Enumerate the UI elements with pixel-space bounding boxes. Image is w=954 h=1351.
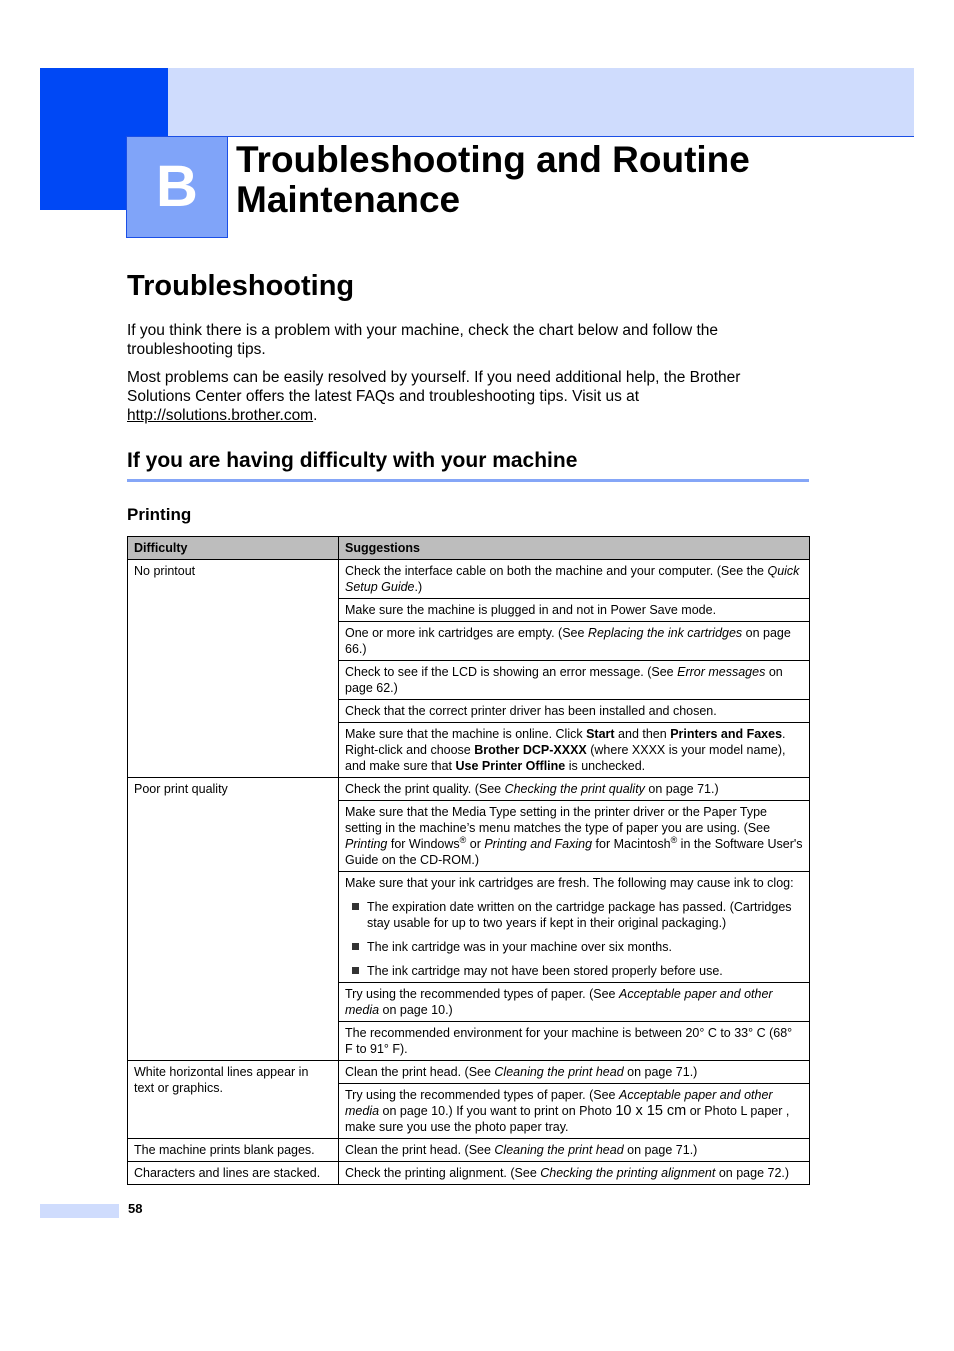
suggestion-text-run: Make sure the machine is plugged in and not in Power Save mode.: [345, 603, 717, 617]
suggestion-text: [345, 625, 803, 657]
suggestion-text-run: Brother DCP-XXXX: [474, 743, 587, 757]
suggestion-text: [345, 726, 803, 774]
suggestion-text-run: 10 x 15 cm: [615, 1103, 687, 1119]
suggestion-text-run: on page 10.) If you want to print on Photo: [379, 1104, 616, 1118]
intro-paragraph: If you think there is a problem with your machine, check the chart below and follow the troubleshooting tips.: [127, 322, 719, 358]
suggestion-text-run: in the Software User's Guide on the CD-ROM.): [345, 837, 803, 867]
list-item: [345, 963, 803, 979]
suggestion-text-run: on page 10.): [379, 1003, 453, 1017]
suggestion-text-run: (where XXXX is your model name), and make sure that: [345, 743, 786, 773]
square-bullet-icon: [352, 903, 359, 910]
suggestion-text-run: Replacing the ink cartridges: [587, 626, 743, 640]
suggestion-text: [345, 563, 803, 595]
difficulty-cell: Poor print quality: [128, 778, 339, 1061]
table-row: [128, 1139, 810, 1162]
suggestion-text-run: Checking the printing alignment: [540, 1166, 716, 1180]
suggestion-text-run: for Macintosh: [592, 837, 671, 851]
table-row: [128, 1162, 810, 1185]
footer-bar: [40, 1204, 119, 1218]
suggestion-text-run: Cleaning the print head: [494, 1143, 624, 1157]
suggestion-text-run: Check the interface cable on both the machine and your computer. (See the: [345, 564, 768, 578]
suggestion-text-run: Check the printing alignment. (See: [345, 1166, 541, 1180]
subsection-title: If you are having difficulty with your machine: [127, 449, 578, 472]
suggestion-text-run: and then: [614, 727, 671, 741]
difficulty-cell: The machine prints blank pages.: [128, 1139, 339, 1162]
suggestion-cell: [339, 1139, 810, 1162]
suggestion-text-run: One or more ink cartridges are empty. (See: [345, 626, 588, 640]
suggestion-text-run: Make sure that the machine is online. Click: [345, 727, 587, 741]
suggestion-text-run: on page 62.): [345, 665, 783, 695]
bullet-list: [345, 899, 803, 979]
suggestion-text: [345, 986, 803, 1018]
suggestion-text-run: Use Printer Offline: [455, 759, 566, 773]
suggestion-text-run: on page 71.): [623, 1143, 698, 1157]
suggestion-text-run: Error messages: [677, 665, 766, 679]
suggestion-cell: [339, 723, 810, 778]
suggestion-text: [345, 781, 803, 797]
table-row: [128, 1061, 810, 1084]
suggestion-cell: [339, 599, 810, 622]
table-body: [128, 560, 810, 1185]
suggestion-text-run: or Photo L paper , make sure you use the photo paper tray.: [345, 1104, 790, 1134]
suggestion-text-run: Make sure that the Media Type setting in the printer driver or the Paper Type setting in the machine’s menu matches the type of paper you are using. (See: [345, 805, 771, 835]
suggestion-text-run: Printers and Faxes: [670, 727, 783, 741]
suggestion-text: [345, 703, 803, 719]
suggestion-text-run: Start: [586, 727, 615, 741]
suggestion-cell: [339, 622, 810, 661]
table-row: [128, 560, 810, 599]
suggestion-text-run: Try using the recommended types of paper. (See: [345, 1088, 619, 1102]
bullet-text: The expiration date written on the cartridge package has passed. (Cartridges stay usable for up to two years if kept in their original packaging.): [367, 900, 792, 930]
suggestion-text: [345, 804, 803, 868]
suggestion-text-run: Checking the print quality: [504, 782, 645, 796]
suggestion-text-run: Cleaning the print head: [494, 1065, 624, 1079]
suggestion-text-run: Acceptable paper and other media: [345, 1088, 773, 1118]
page-number: 58: [128, 1201, 143, 1216]
table-header-row: [128, 537, 810, 560]
list-item: [345, 899, 803, 931]
chapter-header-rule: [168, 136, 914, 137]
suggestion-text-run: or: [466, 837, 485, 851]
suggestion-text-run: ®: [670, 834, 678, 845]
suggestion-cell: [339, 560, 810, 599]
suggestion-cell: [339, 872, 810, 983]
suggestion-text: [345, 875, 803, 891]
suggestion-text-run: on page 71.): [644, 782, 719, 796]
suggestion-cell: [339, 1022, 810, 1061]
difficulty-cell: Characters and lines are stacked.: [128, 1162, 339, 1185]
difficulty-cell: White horizontal lines appear in text or graphics.: [128, 1061, 339, 1139]
suggestion-text-run: Check the print quality. (See: [345, 782, 505, 796]
header-difficulty: Difficulty: [128, 537, 339, 560]
printing-heading: Printing: [127, 505, 192, 524]
suggestion-cell: [339, 801, 810, 872]
suggestion-cell: [339, 1084, 810, 1139]
bullet-text: The ink cartridge was in your machine over six months.: [367, 940, 672, 954]
suggestion-text: [345, 1064, 803, 1080]
suggestion-text-run: Check that the correct printer driver has been installed and chosen.: [345, 704, 717, 718]
suggestion-text-run: on page 71.): [623, 1065, 698, 1079]
help-paragraph: [127, 368, 787, 425]
help-text-end: .: [313, 407, 318, 424]
suggestion-cell: [339, 1061, 810, 1084]
suggestion-text-run: Quick Setup Guide: [345, 564, 800, 594]
suggestion-text: [345, 1087, 803, 1135]
suggestion-text-run: Printing and Faxing: [484, 837, 593, 851]
suggestion-cell: [339, 778, 810, 801]
bullet-text: The ink cartridge may not have been stored properly before use.: [367, 964, 723, 978]
subsection-rule: [127, 479, 809, 482]
list-item: [345, 939, 803, 955]
chapter-letter: B: [156, 154, 198, 219]
suggestion-cell: [339, 1162, 810, 1185]
suggestion-text-run: Make sure that your ink cartridges are fresh. The following may cause ink to clog:: [345, 876, 794, 890]
section-title: Troubleshooting: [127, 270, 355, 302]
suggestion-cell: [339, 700, 810, 723]
suggestion-text: [345, 664, 803, 696]
suggestion-text-run: Try using the recommended types of paper. (See: [345, 987, 619, 1001]
troubleshooting-table: [127, 536, 810, 1185]
square-bullet-icon: [352, 967, 359, 974]
suggestion-text-run: Acceptable paper and other media: [345, 987, 773, 1017]
suggestion-text: [345, 602, 803, 618]
suggestion-text-run: The recommended environment for your machine is between 20° C to 33° C (68° F to 91° F).: [345, 1026, 793, 1056]
suggestion-text: [345, 1142, 803, 1158]
suggestion-text-run: Clean the print head. (See: [345, 1065, 495, 1079]
suggestion-text-run: ®: [459, 834, 467, 845]
chapter-letter-box: [126, 136, 228, 238]
suggestion-text-run: Printing: [345, 837, 388, 851]
suggestion-cell: [339, 983, 810, 1022]
suggestion-text-run: for Windows: [387, 837, 460, 851]
chapter-header-band: [40, 68, 914, 136]
difficulty-cell: No printout: [128, 560, 339, 778]
header-suggestions: Suggestions: [339, 537, 810, 560]
table-row: [128, 778, 810, 801]
chapter-title: Troubleshooting and Routine Maintenance: [236, 139, 750, 220]
suggestion-text-run: Clean the print head. (See: [345, 1143, 495, 1157]
suggestion-text-run: on page 66.): [345, 626, 791, 656]
suggestion-text-run: on page 72.): [715, 1166, 790, 1180]
help-text: Most problems can be easily resolved by yourself. If you need additional help, the Brother Solutions Center offers the latest FAQs and troubleshooting tips. Visit us at: [127, 369, 741, 405]
square-bullet-icon: [352, 943, 359, 950]
suggestion-text: [345, 1165, 803, 1181]
suggestion-text-run: is unchecked.: [565, 759, 646, 773]
suggestion-text-run: .): [414, 580, 423, 594]
solutions-link[interactable]: http://solutions.brother.com: [127, 407, 314, 424]
suggestion-text-run: Check to see if the LCD is showing an error message. (See: [345, 665, 678, 679]
suggestion-cell: [339, 661, 810, 700]
suggestion-text: [345, 1025, 803, 1057]
suggestion-text-run: . Right-click and choose: [345, 727, 786, 757]
